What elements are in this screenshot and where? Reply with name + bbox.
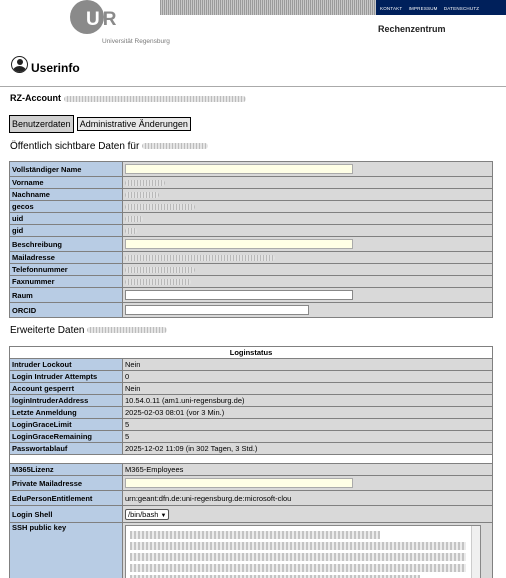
table-row xyxy=(10,252,493,264)
row-value: Nein xyxy=(123,359,493,371)
row-label: Vollständiger Name xyxy=(10,162,123,177)
row-label: SSH public key xyxy=(10,523,123,578)
row-label: gid xyxy=(10,225,123,237)
row-label: Letzte Anmeldung xyxy=(10,407,123,419)
chevron-down-icon: ▼ xyxy=(160,512,167,519)
row-value xyxy=(123,264,493,276)
redacted-value xyxy=(125,204,195,210)
row-value xyxy=(123,237,493,252)
row-label: M365Lizenz xyxy=(10,464,123,476)
table-row xyxy=(10,177,493,189)
spacer-row xyxy=(10,455,493,464)
row-value xyxy=(123,225,493,237)
redacted-username xyxy=(142,143,208,149)
table-row xyxy=(10,419,493,431)
row-value xyxy=(123,276,493,288)
row-value: 10.54.0.11 (am1.uni-regensburg.de) xyxy=(123,395,493,407)
row-label: Vorname xyxy=(10,177,123,189)
account-label: RZ-Account xyxy=(10,93,61,103)
table-row xyxy=(10,276,493,288)
table-row xyxy=(10,407,493,419)
table-row xyxy=(10,237,493,252)
university-name: Universität Regensburg xyxy=(102,38,170,45)
extended-data-heading-text: Erweiterte Daten xyxy=(10,325,85,336)
row-value xyxy=(123,506,493,523)
row-value: 2025-12-02 11:09 (in 302 Tagen, 3 Std.) xyxy=(123,443,493,455)
private-mail-input[interactable] xyxy=(125,478,353,488)
redacted-value xyxy=(125,228,137,234)
redacted-value xyxy=(125,216,143,222)
row-label: LoginGraceRemaining xyxy=(10,431,123,443)
row-value: 0 xyxy=(123,371,493,383)
login-shell-value: /bin/bash xyxy=(128,509,159,519)
login-status-title: Loginstatus xyxy=(10,347,493,359)
redacted-text xyxy=(130,542,466,550)
redacted-value xyxy=(125,192,159,198)
row-label: Login Shell xyxy=(10,506,123,523)
nav-kontakt[interactable]: KONTAKT xyxy=(380,6,403,11)
public-data-heading xyxy=(10,141,208,152)
row-value: 5 xyxy=(123,419,493,431)
row-label: Mailadresse xyxy=(10,252,123,264)
redacted-value xyxy=(125,180,165,186)
table-row xyxy=(10,371,493,383)
table-row xyxy=(10,225,493,237)
row-value: 2025-02-03 08:01 (vor 3 Min.) xyxy=(123,407,493,419)
redacted-account xyxy=(64,96,246,102)
row-value xyxy=(123,252,493,264)
redacted-username xyxy=(87,327,167,333)
site-header xyxy=(0,0,506,50)
table-row xyxy=(10,491,493,506)
row-label: Passwortablauf xyxy=(10,443,123,455)
spacer-cell xyxy=(10,455,493,464)
user-circle-icon xyxy=(11,56,28,73)
description-input[interactable] xyxy=(125,239,353,249)
row-value xyxy=(123,288,493,303)
nav-impressum[interactable]: IMPRESSUM xyxy=(408,6,438,11)
row-label: Telefonnummer xyxy=(10,264,123,276)
table-row xyxy=(10,443,493,455)
table-row xyxy=(10,162,493,177)
row-value xyxy=(123,213,493,225)
table-row xyxy=(10,303,493,318)
row-value: urn:geant:dfn.de:uni-regensburg.de:microsoft-clou xyxy=(123,491,493,506)
redacted-value xyxy=(125,255,275,261)
row-value xyxy=(123,162,493,177)
tab-bar xyxy=(9,115,192,133)
redacted-text xyxy=(130,531,380,539)
row-label: EduPersonEntitlement xyxy=(10,491,123,506)
redacted-text xyxy=(130,564,466,572)
room-input[interactable] xyxy=(125,290,353,300)
department-name[interactable]: Rechenzentrum xyxy=(378,24,446,34)
row-label: Account gesperrt xyxy=(10,383,123,395)
row-label: Raum xyxy=(10,288,123,303)
orcid-input[interactable] xyxy=(125,305,309,315)
row-label: gecos xyxy=(10,201,123,213)
login-shell-select[interactable] xyxy=(125,509,169,520)
table-row xyxy=(10,506,493,523)
row-value xyxy=(123,189,493,201)
row-label: Beschreibung xyxy=(10,237,123,252)
row-label: Faxnummer xyxy=(10,276,123,288)
row-value xyxy=(123,201,493,213)
ssh-key-textarea[interactable] xyxy=(125,525,481,578)
row-label: Login Intruder Attempts xyxy=(10,371,123,383)
row-value xyxy=(123,476,493,491)
row-value: M365-Employees xyxy=(123,464,493,476)
extended-data-heading xyxy=(10,325,167,336)
table-row xyxy=(10,431,493,443)
row-label: uid xyxy=(10,213,123,225)
header-banner xyxy=(160,0,376,15)
table-row xyxy=(10,523,493,578)
divider xyxy=(0,86,506,87)
public-data-table xyxy=(9,161,493,318)
row-value xyxy=(123,523,493,578)
table-row xyxy=(10,213,493,225)
row-label: ORCID xyxy=(10,303,123,318)
redacted-value xyxy=(125,279,191,285)
full-name-input[interactable] xyxy=(125,164,353,174)
row-value xyxy=(123,303,493,318)
tab-benutzerdaten[interactable]: Benutzerdaten xyxy=(9,115,74,133)
table-row xyxy=(10,383,493,395)
redacted-value xyxy=(125,267,195,273)
table-row xyxy=(10,464,493,476)
extended-data-table xyxy=(9,346,493,578)
public-data-heading-text: Öffentlich sichtbare Daten für xyxy=(10,141,140,152)
nav-datenschutz[interactable]: DATENSCHUTZ xyxy=(443,6,480,11)
row-label: Nachname xyxy=(10,189,123,201)
table-row xyxy=(10,359,493,371)
redacted-text xyxy=(130,553,466,561)
top-nav xyxy=(376,0,506,15)
row-label: Private Mailadresse xyxy=(10,476,123,491)
table-row xyxy=(10,264,493,276)
row-label: Intruder Lockout xyxy=(10,359,123,371)
row-value: Nein xyxy=(123,383,493,395)
row-label: loginIntruderAddress xyxy=(10,395,123,407)
tab-administrative-aenderungen[interactable]: Administrative Änderungen xyxy=(77,117,191,131)
table-row xyxy=(10,476,493,491)
textarea-scrollbar[interactable] xyxy=(471,526,480,578)
logo-mark: U R xyxy=(86,9,116,30)
row-label: LoginGraceLimit xyxy=(10,419,123,431)
account-line xyxy=(10,93,246,103)
table-row xyxy=(10,201,493,213)
row-value xyxy=(123,177,493,189)
table-row xyxy=(10,288,493,303)
page-title: Userinfo xyxy=(31,61,80,75)
row-value: 5 xyxy=(123,431,493,443)
table-row xyxy=(10,395,493,407)
table-header-row xyxy=(10,347,493,359)
table-row xyxy=(10,189,493,201)
